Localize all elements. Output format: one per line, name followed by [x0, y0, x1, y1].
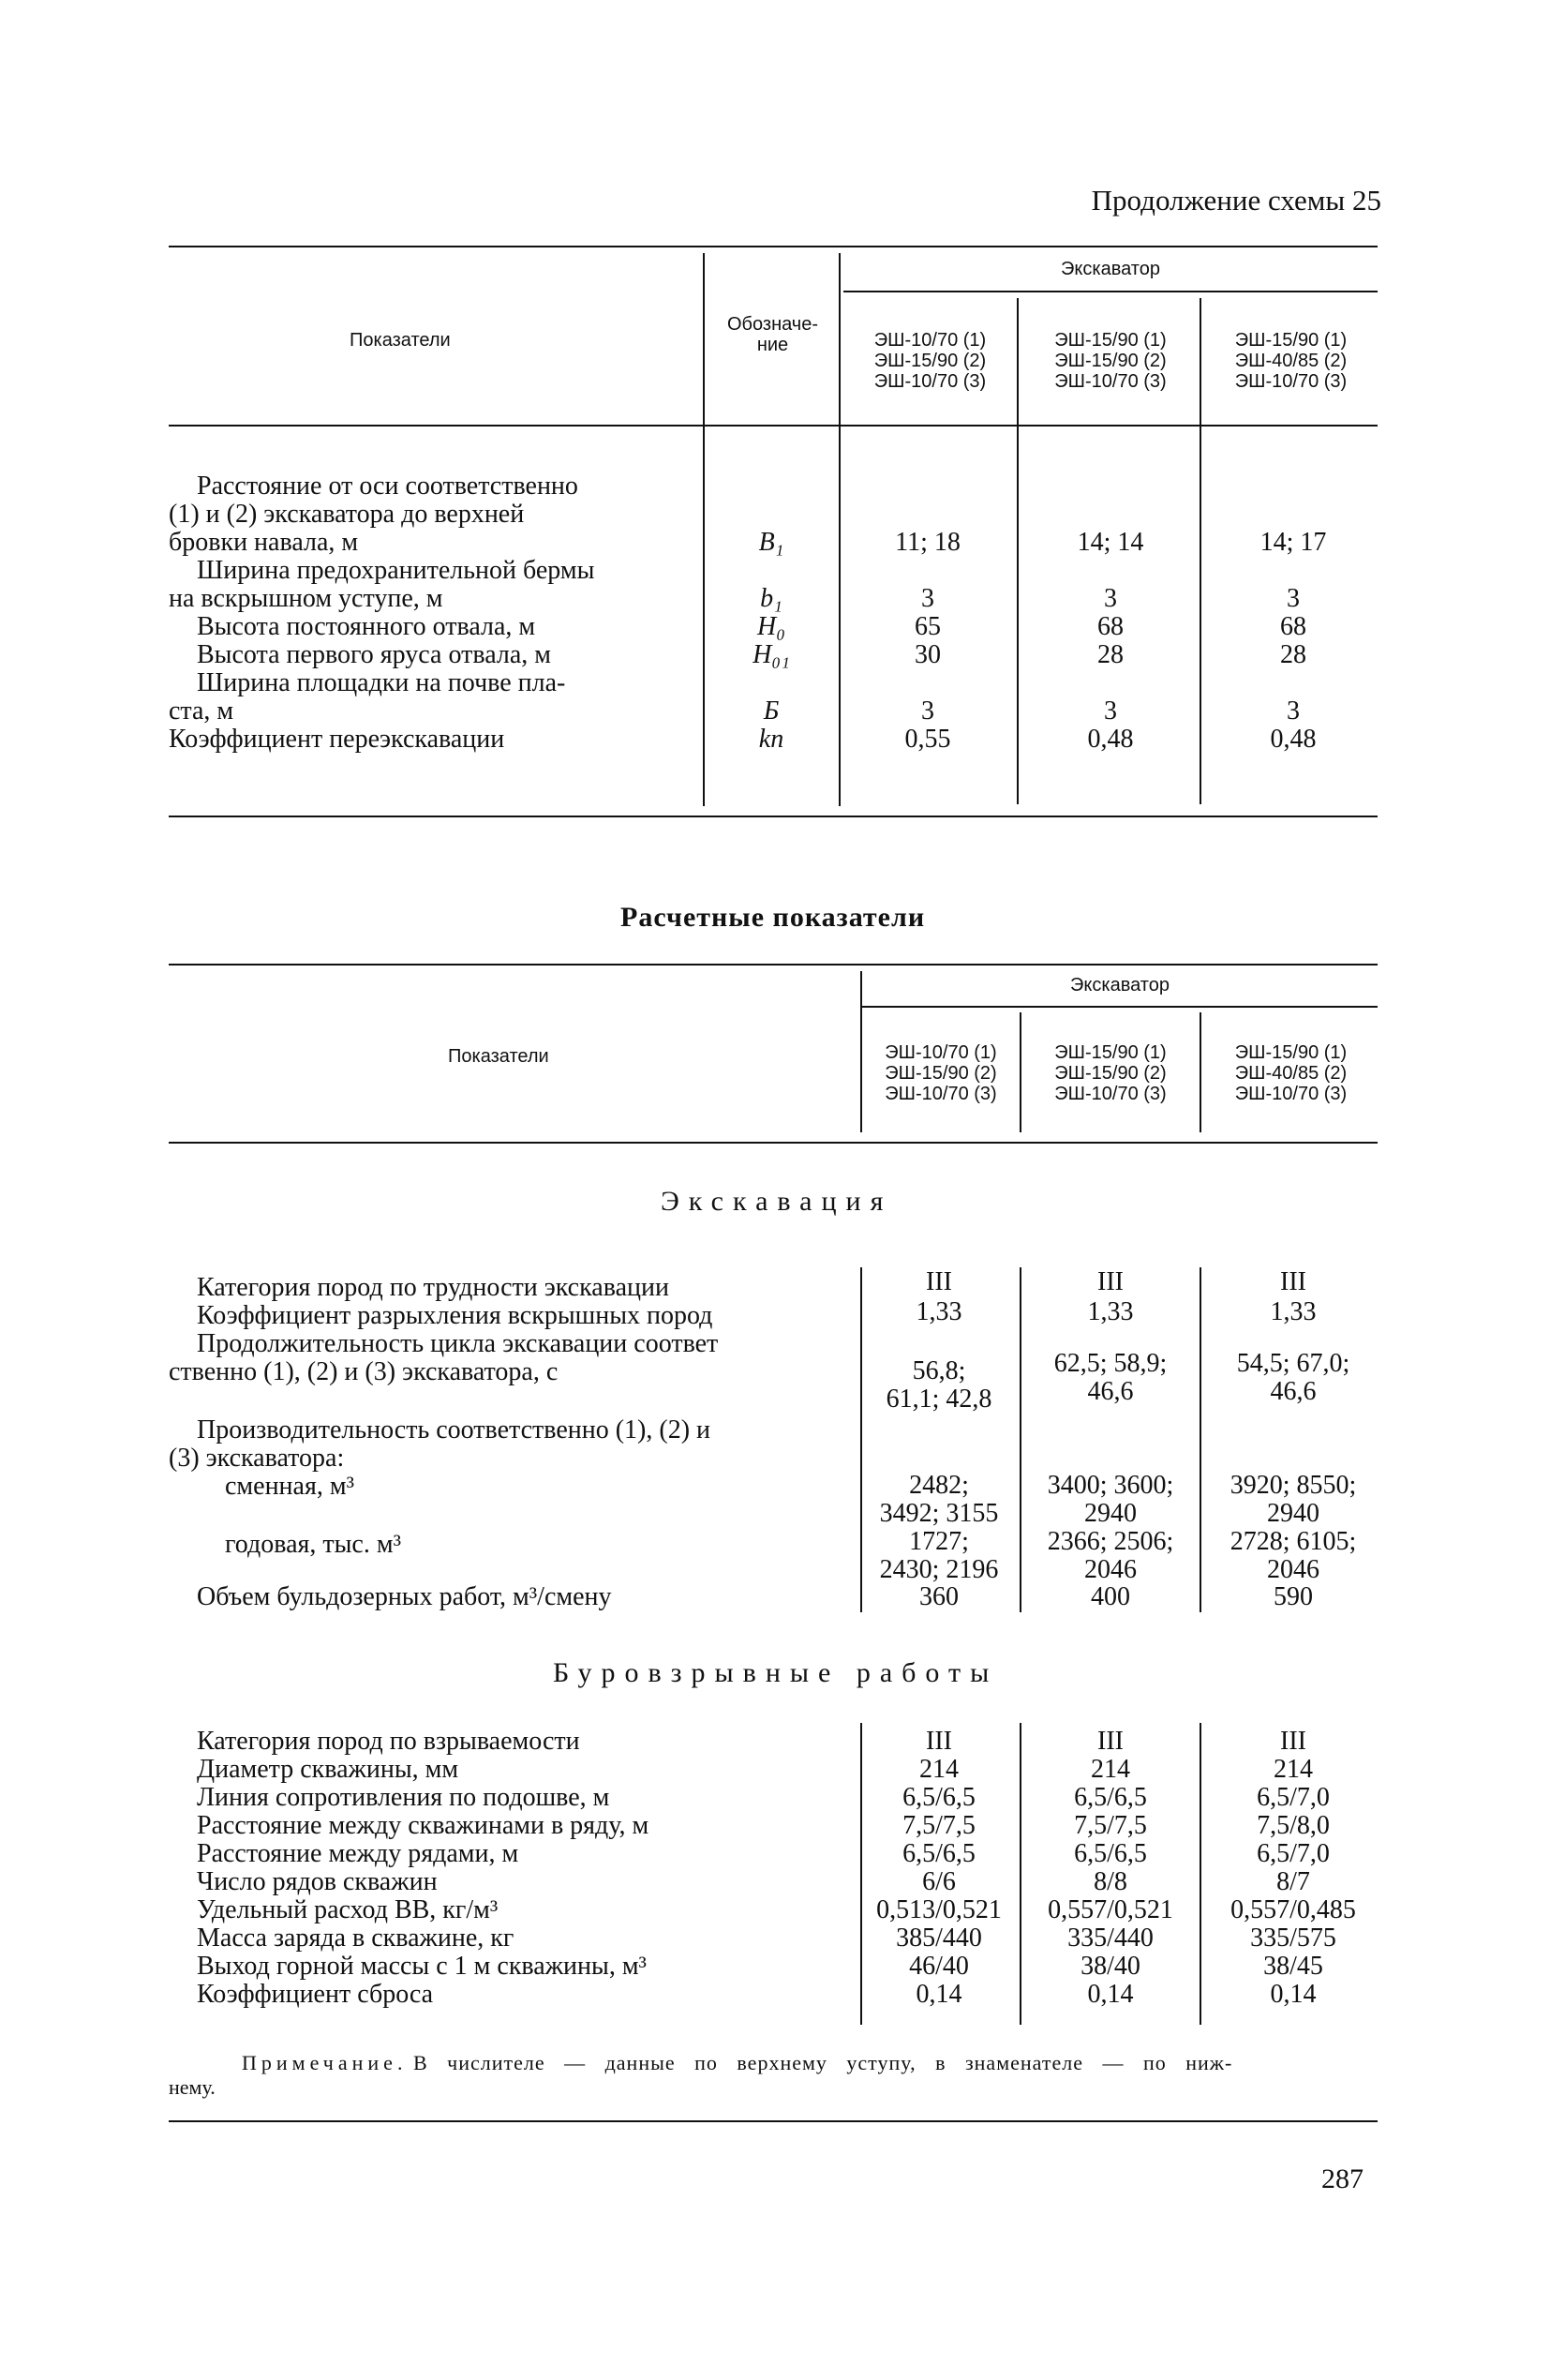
excavation-label-line: Производительность соответственно (1), (2) и	[197, 1415, 710, 1444]
cell-line: 3920; 8550;	[1230, 1471, 1357, 1500]
excavation-label-line: Коэффициент разрыхления вскрышных пород	[197, 1301, 713, 1330]
excavation-label-line: Продолжительность цикла экскавации соответ	[197, 1329, 719, 1358]
drilling-cell: 214	[919, 1755, 959, 1784]
drilling-cell: 7,5/8,0	[1257, 1811, 1330, 1840]
table-1-symbol-header	[705, 314, 841, 355]
drilling-cell: 0,513/0,521	[876, 1895, 1002, 1924]
drilling-cell: 0,14	[916, 1980, 962, 2009]
drilling-cell: 38/45	[1263, 1952, 1323, 1981]
continuation-title: Продолжение схемы 25	[1091, 184, 1381, 217]
drilling-cell: 6/6	[922, 1867, 956, 1896]
col-header-line: ЭШ-15/90 (2)	[1054, 351, 1167, 371]
note-continuation: нему.	[169, 2075, 216, 2099]
table-1-cell: 14; 14	[1077, 528, 1144, 557]
cell-line: 2940	[1267, 1499, 1319, 1528]
note	[242, 2051, 1232, 2075]
table-1-label-line: ста, м	[169, 696, 234, 726]
table-1-vline-3	[1017, 298, 1019, 804]
table-1-label-line: Высота первого яруса отвала, м	[197, 640, 551, 669]
table-1-cell: 14; 17	[1259, 528, 1327, 557]
excavation-label-line: сменная, м³	[225, 1472, 354, 1501]
drilling-label: Выход горной массы с 1 м скважины, м³	[197, 1952, 647, 1981]
col-header-line: ЭШ-10/70 (3)	[1054, 1084, 1167, 1104]
cell-line: 2046	[1084, 1555, 1137, 1584]
table-2-top-rule	[169, 964, 1378, 965]
table-1-cell: 0,48	[1087, 725, 1134, 754]
drilling-cell: 214	[1274, 1755, 1313, 1784]
col-header-line: ЭШ-15/90 (1)	[1234, 330, 1348, 351]
drilling-cell: 214	[1091, 1755, 1130, 1784]
table-2-indicator-header: Показатели	[448, 1046, 549, 1067]
drilling-cell: 335/575	[1250, 1923, 1336, 1953]
excavation-cell: III	[1280, 1267, 1306, 1296]
drilling-cell: 6,5/7,0	[1257, 1839, 1330, 1868]
symbol-header-line1: Обозначе-	[726, 314, 818, 335]
excavation-cell	[1209, 1472, 1378, 1528]
drilling-cell: 335/440	[1067, 1923, 1154, 1953]
cell-line: 3400; 3600;	[1047, 1471, 1174, 1500]
col-header-line: ЭШ-15/90 (2)	[873, 351, 987, 371]
drilling-label: Расстояние между рядами, м	[197, 1839, 519, 1868]
drilling-cell: 8/7	[1276, 1867, 1310, 1896]
note-label: Примечание.	[242, 2051, 408, 2074]
drilling-label: Удельный расход ВВ, кг/м³	[197, 1895, 499, 1924]
table-1-cell: 68	[1280, 612, 1306, 641]
drilling-cell: 6,5/6,5	[1074, 1783, 1147, 1812]
cell-line: 2046	[1267, 1555, 1319, 1584]
cell-line: 54,5; 67,0;	[1236, 1349, 1350, 1378]
table-1-label-line: бровки навала, м	[169, 528, 359, 557]
excavation-label-line: годовая, тыс. м³	[225, 1530, 401, 1559]
col-header-line: ЭШ-15/90 (1)	[1054, 330, 1167, 351]
table-1-cell: 28	[1280, 640, 1306, 669]
table-1-vline-4	[1200, 298, 1201, 804]
symbol-be: Б	[763, 696, 780, 726]
table-1-indicator-header: Показатели	[350, 330, 451, 351]
excavation-cell	[1209, 1350, 1378, 1406]
cell-line: 46,6	[1270, 1377, 1317, 1406]
col-header-line: ЭШ-15/90 (2)	[885, 1063, 997, 1084]
excavation-cell	[1026, 1472, 1195, 1528]
footer-rule	[169, 2120, 1378, 2122]
drilling-label: Диаметр скважины, мм	[197, 1755, 459, 1784]
table-2-excavator-header: Экскаватор	[1070, 975, 1170, 995]
symbol-header-line2: ние	[756, 335, 789, 355]
table-2-col-1-header	[862, 1042, 1020, 1104]
excavation-cell: 400	[1091, 1582, 1130, 1611]
drilling-cell: 0,557/0,485	[1230, 1895, 1356, 1924]
excavation-cell: 1,33	[916, 1297, 962, 1326]
table-1-top-rule	[169, 246, 1378, 247]
drilling-cell: III	[926, 1727, 952, 1756]
cell-line: 61,1; 42,8	[886, 1385, 992, 1414]
drilling-cell: 8/8	[1094, 1867, 1127, 1896]
drilling-cell: 6,5/6,5	[902, 1839, 976, 1868]
cell-line: 2366; 2506;	[1047, 1527, 1174, 1556]
cell-line: 2728; 6105;	[1230, 1527, 1357, 1556]
symbol-h0: H₀	[757, 612, 785, 641]
cell-line: 2482;	[909, 1471, 969, 1500]
excavation-cell: 360	[919, 1582, 959, 1611]
table-2-header-rule	[169, 1142, 1378, 1144]
table-1-col-1-header	[843, 330, 1017, 392]
table-2-col-3-header	[1204, 1042, 1378, 1104]
table-1-cell: 65	[915, 612, 941, 641]
cell-line: 2940	[1084, 1499, 1137, 1528]
excavation-cell: III	[1097, 1267, 1124, 1296]
excavation-cell: 1,33	[1087, 1297, 1134, 1326]
table-1-label-line: Расстояние от оси соответственно	[197, 472, 578, 501]
page-number: 287	[1321, 2163, 1364, 2194]
drilling-label: Линия сопротивления по подошве, м	[197, 1783, 610, 1812]
table-1-cell: 3	[1287, 696, 1300, 726]
col-header-line: ЭШ-10/70 (3)	[885, 1084, 997, 1104]
table-1-cell: 28	[1097, 640, 1124, 669]
col-header-line: ЭШ-10/70 (3)	[1234, 371, 1348, 392]
cell-line: 56,8;	[912, 1356, 966, 1385]
drilling-label: Расстояние между скважинами в ряду, м	[197, 1811, 649, 1840]
table-1-cell: 68	[1097, 612, 1124, 641]
excavation-heading: Экскавация	[661, 1186, 893, 1217]
col-header-line: ЭШ-10/70 (1)	[885, 1042, 997, 1063]
cell-line: 1727;	[909, 1527, 969, 1556]
table-1-cell: 3	[1104, 696, 1117, 726]
table-1-label-line: Ширина предохранительной бермы	[197, 556, 595, 585]
col-header-line: ЭШ-15/90 (1)	[1234, 1042, 1348, 1063]
note-text: В числителе — данные по верхнему уступу, в знаменателе — по ниж-	[412, 2051, 1233, 2074]
symbol-h01: H₀₁	[753, 640, 790, 669]
table-1-cell: 3	[921, 584, 934, 613]
excavation-label-line: Категория пород по трудности экскавации	[197, 1273, 669, 1302]
excavation-label-line: ственно (1), (2) и (3) экскаватора, с	[169, 1357, 559, 1386]
col-header-line: ЭШ-10/70 (3)	[1054, 371, 1167, 392]
drilling-cell: 6,5/6,5	[1074, 1839, 1147, 1868]
drilling-cell: 0,557/0,521	[1048, 1895, 1173, 1924]
drilling-heading: Буровзрывные работы	[553, 1657, 999, 1688]
table-1-excavator-rule	[843, 291, 1378, 292]
table-1-col-2-header	[1021, 330, 1200, 392]
excavation-cell	[855, 1357, 1023, 1414]
table-1-cell: 3	[1287, 584, 1300, 613]
drilling-cell: 6,5/6,5	[902, 1783, 976, 1812]
excavation-cell	[1026, 1528, 1195, 1584]
cell-line: 62,5; 58,9;	[1053, 1349, 1168, 1378]
drilling-cell: III	[1280, 1727, 1306, 1756]
excavation-cell: 590	[1274, 1582, 1313, 1611]
col-header-line: ЭШ-40/85 (2)	[1234, 351, 1348, 371]
drilling-cell: 385/440	[896, 1923, 982, 1953]
table-1-col-3-header	[1204, 330, 1378, 392]
table-1-bottom-rule	[169, 816, 1378, 817]
drilling-cell: 0,14	[1270, 1980, 1317, 2009]
cell-line: 3492; 3155	[879, 1499, 999, 1528]
col-header-line: ЭШ-15/90 (2)	[1054, 1063, 1167, 1084]
excavation-cell	[1026, 1350, 1195, 1406]
table-1-excavator-header: Экскаватор	[1061, 259, 1160, 279]
table-1-cell: 0,55	[904, 725, 951, 754]
excavation-cell	[855, 1472, 1023, 1528]
drilling-cell: III	[1097, 1727, 1124, 1756]
col-header-line: ЭШ-10/70 (1)	[873, 330, 987, 351]
calc-section-title: Расчетные показатели	[620, 902, 926, 933]
drilling-label: Масса заряда в скважине, кг	[197, 1923, 514, 1953]
col-header-line: ЭШ-10/70 (3)	[1234, 1084, 1348, 1104]
table-1-label-line: Ширина площадки на почве пла-	[197, 668, 566, 697]
table-1-label-line: Высота постоянного отвала, м	[197, 612, 536, 641]
drilling-cell: 46/40	[909, 1952, 969, 1981]
table-2-vline-3	[1200, 1012, 1201, 1132]
drilling-vline-3	[1200, 1723, 1201, 2025]
col-header-line: ЭШ-10/70 (3)	[873, 371, 987, 392]
drilling-cell: 38/40	[1081, 1952, 1140, 1981]
table-1-cell: 30	[915, 640, 941, 669]
table-2-col-2-header	[1021, 1042, 1200, 1104]
drilling-label: Число рядов скважин	[197, 1867, 438, 1896]
table-1-cell: 11; 18	[895, 528, 961, 557]
drilling-cell: 7,5/7,5	[902, 1811, 976, 1840]
excavation-cell: 1,33	[1270, 1297, 1317, 1326]
drilling-label: Категория пород по взрываемости	[197, 1727, 580, 1756]
drilling-cell: 7,5/7,5	[1074, 1811, 1147, 1840]
excavation-cell	[1209, 1528, 1378, 1584]
table-1-label-line: на вскрышном уступе, м	[169, 584, 443, 613]
table-1-label-line: (1) и (2) экскаватора до верхней	[169, 500, 525, 529]
table-2-excavator-rule	[862, 1006, 1378, 1008]
table-1-label-line: Коэффициент переэкскавации	[169, 725, 505, 754]
table-1-cell: 3	[921, 696, 934, 726]
table-1-header-rule	[169, 425, 1378, 427]
excavation-cell: III	[926, 1267, 952, 1296]
excavation-cell	[855, 1528, 1023, 1584]
table-1-cell: 3	[1104, 584, 1117, 613]
cell-line: 46,6	[1087, 1377, 1134, 1406]
drilling-cell: 6,5/7,0	[1257, 1783, 1330, 1812]
excavation-label-line: (3) экскаватора:	[169, 1444, 345, 1473]
col-header-line: ЭШ-40/85 (2)	[1234, 1063, 1348, 1084]
excavation-vline-3	[1200, 1267, 1201, 1612]
symbol-kp: kп	[758, 725, 784, 754]
excavation-label-line: Объем бульдозерных работ, м³/смену	[197, 1582, 612, 1611]
drilling-cell: 0,14	[1087, 1980, 1134, 2009]
symbol-b1-lower: b₁	[760, 584, 782, 613]
drilling-label: Коэффициент сброса	[197, 1980, 434, 2009]
cell-line: 2430; 2196	[879, 1555, 999, 1584]
col-header-line: ЭШ-15/90 (1)	[1054, 1042, 1167, 1063]
symbol-b1-upper: B₁	[758, 528, 784, 557]
table-1-cell: 0,48	[1270, 725, 1317, 754]
